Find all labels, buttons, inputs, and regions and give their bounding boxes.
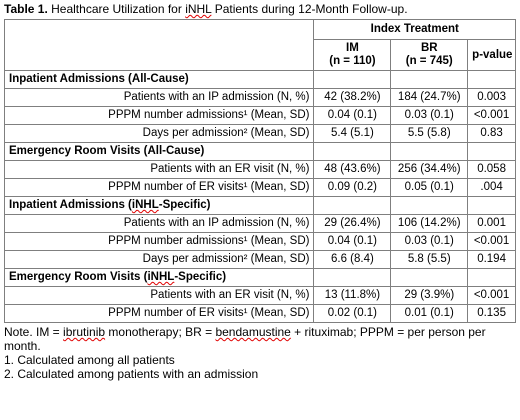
- section-empty-cell: [391, 143, 468, 161]
- p-value: 0.058: [468, 161, 516, 179]
- p-value: .004: [468, 179, 516, 197]
- row-label: Patients with an IP admission (N, %): [5, 89, 314, 107]
- section-empty-cell: [468, 71, 516, 89]
- section-empty-cell: [391, 197, 468, 215]
- br-value: 184 (24.7%): [391, 89, 468, 107]
- section-title: Emergency Room Visits (All-Cause): [5, 143, 314, 161]
- section-empty-cell: [314, 269, 391, 287]
- header-index-treatment: Index Treatment: [314, 20, 516, 40]
- section-empty-cell: [391, 71, 468, 89]
- p-value: 0.001: [468, 215, 516, 233]
- p-value: <0.001: [468, 107, 516, 125]
- table-row: [5, 125, 516, 143]
- p-value: 0.003: [468, 89, 516, 107]
- im-value: 5.4 (5.1): [314, 125, 391, 143]
- spellcheck-mark: ibrutinib: [63, 325, 106, 339]
- br-value: 0.03 (0.1): [391, 233, 468, 251]
- table-caption-text: Healthcare Utilization for iNHL Patients during 12-Month Follow-up.: [47, 2, 408, 16]
- utilization-table: [4, 19, 516, 323]
- br-value: 0.01 (0.1): [391, 305, 468, 323]
- row-label: PPPM number admissions¹ (Mean, SD): [5, 107, 314, 125]
- im-value: 6.6 (8.4): [314, 251, 391, 269]
- section-empty-cell: [314, 143, 391, 161]
- section-empty-cell: [314, 197, 391, 215]
- p-value: <0.001: [468, 287, 516, 305]
- section-title: Inpatient Admissions (All-Cause): [5, 71, 314, 89]
- header-br-n: (n = 745): [405, 55, 453, 67]
- br-value: 106 (14.2%): [391, 215, 468, 233]
- section-row: [5, 143, 516, 161]
- p-value: 0.194: [468, 251, 516, 269]
- note-1: 1. Calculated among all patients: [4, 353, 175, 367]
- table-caption: [4, 2, 516, 16]
- row-label: Patients with an ER visit (N, %): [5, 287, 314, 305]
- table-row: [5, 107, 516, 125]
- row-label: Days per admission² (Mean, SD): [5, 251, 314, 269]
- im-value: 42 (38.2%): [314, 89, 391, 107]
- header-br: [391, 40, 468, 71]
- im-value: 0.09 (0.2): [314, 179, 391, 197]
- p-value: 0.135: [468, 305, 516, 323]
- table-row: [5, 161, 516, 179]
- br-value: 5.8 (5.5): [391, 251, 468, 269]
- br-value: 0.05 (0.1): [391, 179, 468, 197]
- row-label: Patients with an IP admission (N, %): [5, 215, 314, 233]
- table-row: [5, 233, 516, 251]
- section-empty-cell: [468, 143, 516, 161]
- im-value: 0.02 (0.1): [314, 305, 391, 323]
- br-value: 0.03 (0.1): [391, 107, 468, 125]
- header-group-row: [5, 20, 516, 40]
- header-empty-cell: [5, 20, 314, 71]
- row-label: PPPM number of ER visits¹ (Mean, SD): [5, 305, 314, 323]
- br-value: 5.5 (5.8): [391, 125, 468, 143]
- section-row: [5, 197, 516, 215]
- im-value: 48 (43.6%): [314, 161, 391, 179]
- im-value: 0.04 (0.1): [314, 107, 391, 125]
- table-row: [5, 215, 516, 233]
- section-empty-cell: [391, 269, 468, 287]
- table-row: [5, 251, 516, 269]
- section-title: Emergency Room Visits (iNHL-Specific): [5, 269, 314, 287]
- row-label: Days per admission² (Mean, SD): [5, 125, 314, 143]
- section-empty-cell: [468, 269, 516, 287]
- section-row: [5, 269, 516, 287]
- p-value: 0.83: [468, 125, 516, 143]
- table-notes: [4, 325, 516, 381]
- section-title: Inpatient Admissions (iNHL-Specific): [5, 197, 314, 215]
- im-value: 0.04 (0.1): [314, 233, 391, 251]
- header-im-n: (n = 110): [329, 55, 376, 67]
- table-row: [5, 305, 516, 323]
- br-value: 29 (3.9%): [391, 287, 468, 305]
- table-row: [5, 179, 516, 197]
- spellcheck-mark: bendamustine: [215, 325, 291, 339]
- section-empty-cell: [314, 71, 391, 89]
- table-row: [5, 89, 516, 107]
- br-value: 256 (34.4%): [391, 161, 468, 179]
- spellcheck-mark: iNHL: [131, 199, 159, 211]
- p-value: <0.001: [468, 233, 516, 251]
- header-im-name: IM: [346, 42, 359, 54]
- note-2: 2. Calculated among patients with an admission: [4, 367, 259, 381]
- spellcheck-mark: iNHL: [147, 271, 175, 283]
- section-row: [5, 71, 516, 89]
- row-label: PPPM number of ER visits¹ (Mean, SD): [5, 179, 314, 197]
- note-abbreviations: Note. IM = ibrutinib monotherapy; BR = bendamustine + rituximab; PPPM = per person per month.: [4, 325, 486, 353]
- row-label: PPPM number admissions¹ (Mean, SD): [5, 233, 314, 251]
- table-caption-label: Table 1.: [4, 2, 48, 16]
- im-value: 13 (11.8%): [314, 287, 391, 305]
- table-row: [5, 287, 516, 305]
- section-empty-cell: [468, 197, 516, 215]
- header-pvalue: p-value: [468, 40, 516, 71]
- im-value: 29 (26.4%): [314, 215, 391, 233]
- header-br-name: BR: [420, 42, 438, 54]
- spellcheck-mark: iNHL: [185, 2, 212, 16]
- row-label: Patients with an ER visit (N, %): [5, 161, 314, 179]
- header-im: [314, 40, 391, 71]
